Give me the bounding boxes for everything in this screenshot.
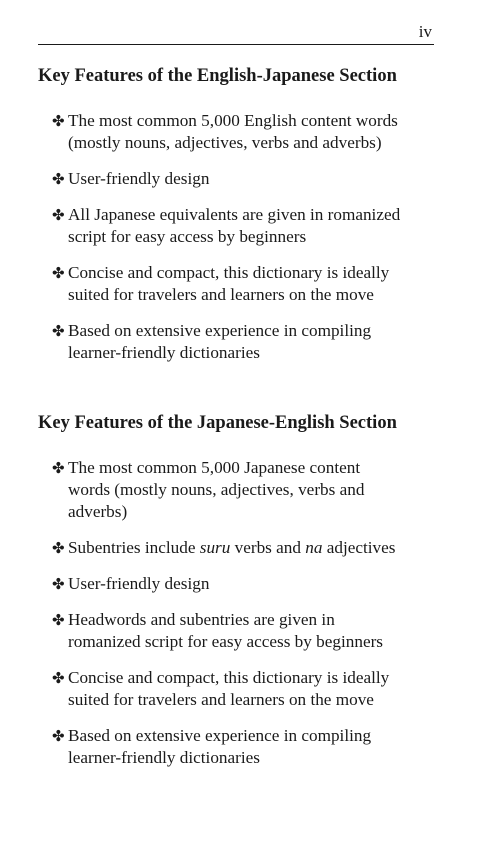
- page-header: [38, 22, 434, 45]
- feature-text-line: suited for travelers and learners on the move: [68, 690, 374, 709]
- cross-bullet-icon: ✤: [52, 459, 65, 477]
- text-segment: Subentries include: [68, 538, 200, 557]
- feature-text-line: romanized script for easy access by beginners: [68, 632, 383, 651]
- section-title: Key Features of the English-Japanese Section: [38, 66, 397, 86]
- list-item: [38, 537, 448, 559]
- feature-text-line: The most common 5,000 English content words: [68, 111, 398, 130]
- feature-text-line: learner-friendly dictionaries: [68, 343, 260, 362]
- list-item: [38, 667, 448, 711]
- feature-text-line: [68, 537, 448, 559]
- list-item: [38, 457, 448, 523]
- cross-bullet-icon: ✤: [52, 322, 65, 340]
- feature-text-line: words (mostly nouns, adjectives, verbs and: [68, 480, 365, 499]
- feature-list: [38, 457, 448, 769]
- text-segment: adjectives: [322, 538, 396, 557]
- feature-list: [38, 110, 448, 364]
- italic-term: suru: [199, 538, 231, 557]
- feature-text-line: Concise and compact, this dictionary is ideally: [68, 263, 390, 282]
- list-item: [38, 204, 448, 248]
- cross-bullet-icon: ✤: [52, 170, 65, 188]
- feature-text-line: Based on extensive experience in compiling: [68, 321, 372, 340]
- list-item: [38, 110, 448, 154]
- page-number: iv: [418, 22, 432, 41]
- cross-bullet-icon: ✤: [52, 669, 65, 687]
- cross-bullet-icon: ✤: [52, 575, 65, 593]
- cross-bullet-icon: ✤: [52, 112, 65, 130]
- feature-text-line: suited for travelers and learners on the move: [68, 285, 374, 304]
- cross-bullet-icon: ✤: [52, 727, 65, 745]
- feature-text-line: The most common 5,000 Japanese content: [68, 458, 361, 477]
- cross-bullet-icon: ✤: [52, 539, 65, 557]
- feature-text-line: script for easy access by beginners: [68, 227, 307, 246]
- cross-bullet-icon: ✤: [52, 206, 65, 224]
- cross-bullet-icon: ✤: [52, 611, 65, 629]
- feature-text-line: learner-friendly dictionaries: [68, 748, 260, 767]
- list-item: [38, 725, 448, 769]
- section-title: Key Features of the Japanese-English Section: [38, 413, 397, 433]
- japanese-english-section: [38, 411, 448, 783]
- feature-text-line: (mostly nouns, adjectives, verbs and adverbs): [68, 133, 382, 152]
- list-item: [38, 320, 448, 364]
- cross-bullet-icon: ✤: [52, 264, 65, 282]
- list-item: [38, 573, 448, 595]
- text-segment: verbs and: [230, 538, 306, 557]
- feature-text-line: User-friendly design: [68, 574, 210, 593]
- english-japanese-section: [38, 64, 448, 378]
- list-item: [38, 168, 448, 190]
- list-item: [38, 262, 448, 306]
- feature-text-line: Based on extensive experience in compiling: [68, 726, 372, 745]
- feature-text-line: User-friendly design: [68, 169, 210, 188]
- feature-text-line: Headwords and subentries are given in: [68, 610, 335, 629]
- italic-term: na: [305, 538, 323, 557]
- feature-text-line: adverbs): [68, 502, 128, 521]
- feature-text-line: Concise and compact, this dictionary is ideally: [68, 668, 390, 687]
- feature-text-line: All Japanese equivalents are given in romanized: [68, 205, 401, 224]
- list-item: [38, 609, 448, 653]
